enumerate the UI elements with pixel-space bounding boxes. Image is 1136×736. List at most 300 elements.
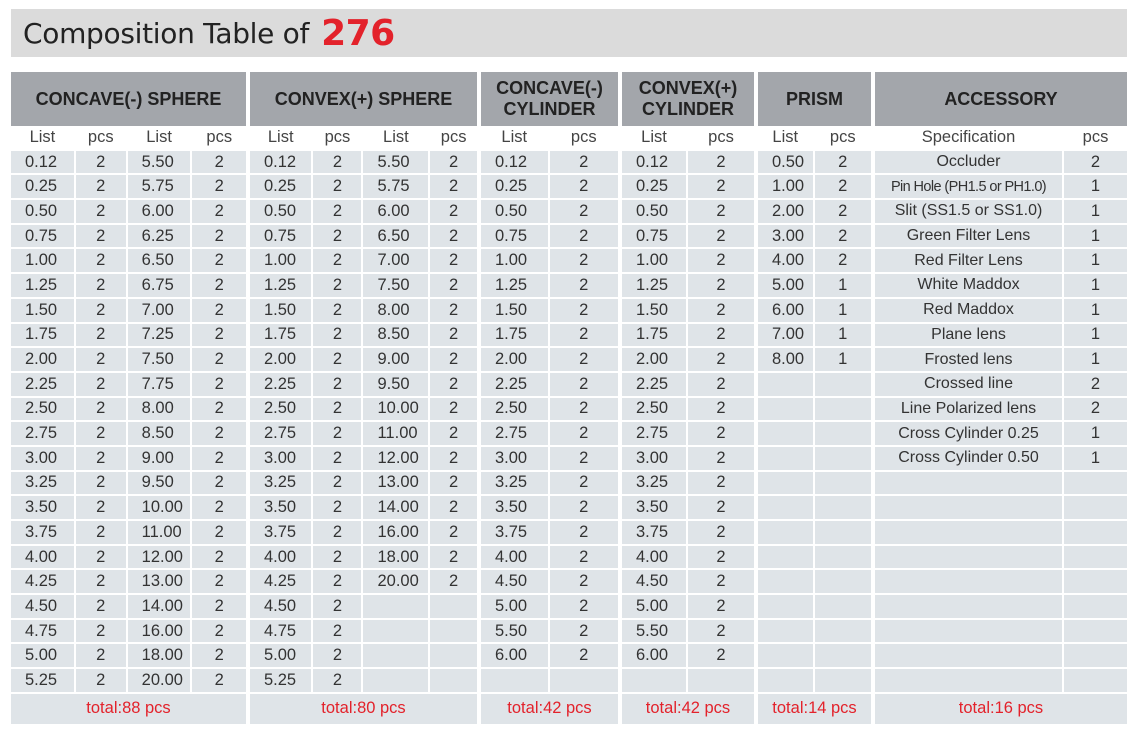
table-row <box>481 348 618 373</box>
table-cell <box>1064 620 1127 645</box>
table-cell: 0.25 <box>11 175 76 200</box>
table-cell: 1.25 <box>622 274 688 299</box>
table-cell: 4.50 <box>622 570 688 595</box>
table-cell <box>430 620 477 645</box>
table-cell: 2.50 <box>11 398 76 423</box>
table-row <box>875 521 1127 546</box>
table-row <box>622 175 754 200</box>
table-row <box>875 225 1127 250</box>
table-row <box>11 521 246 546</box>
table-cell: 2 <box>76 546 128 571</box>
table-cell: 2 <box>76 151 128 176</box>
table-row <box>11 225 246 250</box>
table-row <box>875 570 1127 595</box>
table-cell: 16.00 <box>128 620 193 645</box>
table-row <box>250 546 477 571</box>
table-row <box>758 299 871 324</box>
table-cell: 0.12 <box>11 151 76 176</box>
table-cell: 6.25 <box>128 225 193 250</box>
table-cell: 1 <box>1064 274 1127 299</box>
table-row <box>11 200 246 225</box>
table-cell <box>815 496 872 521</box>
table-cell: 2 <box>688 496 754 521</box>
column-header: List <box>622 126 688 151</box>
table-cell: 2 <box>815 151 872 176</box>
table-row <box>875 299 1127 324</box>
table-cell: 8.00 <box>758 348 815 373</box>
table-row <box>875 373 1127 398</box>
table-cell <box>758 398 815 423</box>
table-cell: 10.00 <box>363 398 430 423</box>
table-cell: 0.25 <box>481 175 550 200</box>
total-label: total:80 pcs <box>250 694 477 724</box>
table-row <box>622 546 754 571</box>
table-cell: 3.50 <box>622 496 688 521</box>
table-cell: 0.75 <box>481 225 550 250</box>
table-cell <box>758 669 815 694</box>
table-cell: 3.25 <box>250 472 313 497</box>
table-cell: 4.50 <box>250 595 313 620</box>
table-cell: 2 <box>313 249 363 274</box>
table-cell: 2 <box>192 620 246 645</box>
table-cell: 1.00 <box>481 249 550 274</box>
table-row <box>622 324 754 349</box>
table-row <box>622 570 754 595</box>
table-cell: 2 <box>313 225 363 250</box>
table-cell: 14.00 <box>363 496 430 521</box>
table-cell <box>758 472 815 497</box>
table-cell: 2 <box>550 496 619 521</box>
table-cell: 1.00 <box>11 249 76 274</box>
table-row <box>622 200 754 225</box>
table-row <box>622 274 754 299</box>
column-header: List <box>481 126 550 151</box>
table-cell <box>430 669 477 694</box>
table-cell: 2 <box>192 521 246 546</box>
section-header: ACCESSORY <box>875 72 1127 126</box>
table-cell: 2 <box>550 398 619 423</box>
table-cell: 7.00 <box>758 324 815 349</box>
table-cell: 1 <box>1064 348 1127 373</box>
table-cell: 6.75 <box>128 274 193 299</box>
column-header: List <box>11 126 76 151</box>
table-cell: 2 <box>688 570 754 595</box>
table-cell <box>875 669 1064 694</box>
table-cell: 1.50 <box>622 299 688 324</box>
table-cell: 7.50 <box>128 348 193 373</box>
table-cell: 3.50 <box>11 496 76 521</box>
table-cell: 2.00 <box>758 200 815 225</box>
table-cell: 9.50 <box>128 472 193 497</box>
table-cell: 2 <box>192 422 246 447</box>
table-cell: 5.75 <box>128 175 193 200</box>
table-cell: 1 <box>1064 422 1127 447</box>
table-cell: 2 <box>192 249 246 274</box>
table-cell: 1 <box>815 299 872 324</box>
table-cell <box>815 620 872 645</box>
table-cell: 8.00 <box>128 398 193 423</box>
table-row <box>622 422 754 447</box>
table-cell: 1.75 <box>250 324 313 349</box>
table-cell: 20.00 <box>363 570 430 595</box>
table-cell: 2 <box>550 225 619 250</box>
table-cell: 8.00 <box>363 299 430 324</box>
table-cell: 2 <box>815 175 872 200</box>
table-cell: 2 <box>550 200 619 225</box>
table-row <box>250 373 477 398</box>
table-cell: 2 <box>688 620 754 645</box>
column-header: pcs <box>815 126 872 151</box>
table-cell: 1.00 <box>622 249 688 274</box>
table-row <box>250 595 477 620</box>
table-cell: 2.75 <box>481 422 550 447</box>
table-cell: 2 <box>192 200 246 225</box>
table-row <box>250 422 477 447</box>
table-cell: 2 <box>430 521 477 546</box>
table-cell: 5.00 <box>622 595 688 620</box>
table-cell: 2 <box>815 200 872 225</box>
block-convex-sphere <box>250 72 477 724</box>
table-cell: 2 <box>192 447 246 472</box>
table-cell: 12.00 <box>363 447 430 472</box>
table-cell: 2 <box>688 398 754 423</box>
table-cell <box>875 644 1064 669</box>
table-cell: 0.75 <box>622 225 688 250</box>
section-header: CONVEX(+) CYLINDER <box>622 72 754 126</box>
table-cell: 2 <box>313 422 363 447</box>
table-cell <box>758 546 815 571</box>
table-cell: 2 <box>688 299 754 324</box>
column-header: pcs <box>76 126 128 151</box>
table-cell: 2 <box>192 570 246 595</box>
table-cell <box>1064 472 1127 497</box>
table-cell: 2.50 <box>481 398 550 423</box>
table-row <box>622 249 754 274</box>
table-row <box>622 447 754 472</box>
table-cell <box>363 669 430 694</box>
table-cell: 4.50 <box>481 570 550 595</box>
table-cell: 6.00 <box>758 299 815 324</box>
table-row <box>622 299 754 324</box>
table-cell: 2.25 <box>481 373 550 398</box>
table-cell: 18.00 <box>363 546 430 571</box>
table-cell: 2 <box>76 472 128 497</box>
table-cell: 2 <box>430 249 477 274</box>
table-cell: 6.50 <box>128 249 193 274</box>
table-cell: 1 <box>1064 175 1127 200</box>
table-cell: 2 <box>313 151 363 176</box>
table-cell: 2 <box>430 299 477 324</box>
total-label: total:88 pcs <box>11 694 246 724</box>
table-cell: 12.00 <box>128 546 193 571</box>
table-row <box>622 151 754 176</box>
column-header: pcs <box>192 126 246 151</box>
table-cell: 2 <box>76 274 128 299</box>
table-cell: 3.50 <box>250 496 313 521</box>
table-row <box>11 595 246 620</box>
table-cell: 3.00 <box>250 447 313 472</box>
table-cell: 2 <box>76 669 128 694</box>
table-cell: 2 <box>76 324 128 349</box>
table-row <box>11 348 246 373</box>
table-row <box>250 151 477 176</box>
table-row <box>11 299 246 324</box>
table-cell: 1.75 <box>622 324 688 349</box>
table-row <box>622 595 754 620</box>
table-cell: 2 <box>192 299 246 324</box>
table-row <box>758 644 871 669</box>
table-cell: 0.50 <box>11 200 76 225</box>
table-cell <box>815 398 872 423</box>
table-cell: 2.75 <box>622 422 688 447</box>
table-cell: 5.00 <box>11 644 76 669</box>
table-cell: 2 <box>313 175 363 200</box>
table-cell <box>815 373 872 398</box>
table-cell: 3.75 <box>481 521 550 546</box>
table-cell: 5.00 <box>250 644 313 669</box>
table-cell <box>758 422 815 447</box>
table-cell: 9.00 <box>363 348 430 373</box>
table-cell <box>758 447 815 472</box>
table-row <box>758 200 871 225</box>
total-label: total:14 pcs <box>758 694 871 724</box>
total-label: total:42 pcs <box>481 694 618 724</box>
table-cell: 2 <box>430 225 477 250</box>
table-cell: Occluder <box>875 151 1064 176</box>
table-cell: 5.25 <box>11 669 76 694</box>
table-row <box>875 447 1127 472</box>
table-cell <box>1064 496 1127 521</box>
table-row <box>758 422 871 447</box>
table-row <box>481 669 618 694</box>
table-cell: 2 <box>430 373 477 398</box>
table-cell: 6.50 <box>363 225 430 250</box>
table-concave-cylinder <box>481 72 618 724</box>
table-row <box>622 620 754 645</box>
table-row <box>11 472 246 497</box>
table-cell <box>1064 669 1127 694</box>
table-cell: 2 <box>192 472 246 497</box>
table-cell: 2 <box>313 398 363 423</box>
table-cell: 2 <box>550 472 619 497</box>
table-cell: 4.50 <box>11 595 76 620</box>
table-cell: 1 <box>1064 249 1127 274</box>
table-cell <box>1064 521 1127 546</box>
table-row <box>622 669 754 694</box>
table-cell: 2 <box>192 274 246 299</box>
table-cell <box>875 472 1064 497</box>
table-cell <box>758 373 815 398</box>
table-cell: 1.50 <box>250 299 313 324</box>
table-cell: 2.00 <box>622 348 688 373</box>
table-cell <box>758 620 815 645</box>
table-cell: Pin Hole (PH1.5 or PH1.0) <box>875 175 1064 200</box>
table-cell: 2 <box>313 644 363 669</box>
table-cell: 2 <box>688 175 754 200</box>
table-cell <box>363 620 430 645</box>
table-cell: 2 <box>76 200 128 225</box>
table-cell: 2 <box>430 200 477 225</box>
table-cell: 2.75 <box>250 422 313 447</box>
table-row <box>758 398 871 423</box>
table-cell: White Maddox <box>875 274 1064 299</box>
table-cell: 4.75 <box>250 620 313 645</box>
table-cell: 2 <box>192 151 246 176</box>
table-cell: 5.00 <box>481 595 550 620</box>
column-header: List <box>128 126 193 151</box>
table-cell <box>815 669 872 694</box>
table-cell: 6.00 <box>622 644 688 669</box>
table-cell: 2 <box>76 570 128 595</box>
table-cell: 2 <box>192 546 246 571</box>
table-cell: 2 <box>76 225 128 250</box>
table-row <box>875 422 1127 447</box>
column-header: List <box>250 126 313 151</box>
table-cell: Crossed line <box>875 373 1064 398</box>
table-cell: 2 <box>688 521 754 546</box>
table-row <box>250 200 477 225</box>
table-row <box>11 570 246 595</box>
table-row <box>250 620 477 645</box>
table-cell: 8.50 <box>363 324 430 349</box>
table-cell <box>815 595 872 620</box>
block-convex-cylinder <box>622 72 754 724</box>
table-cell: 3.75 <box>250 521 313 546</box>
table-row <box>875 620 1127 645</box>
table-row <box>875 472 1127 497</box>
total-label: total:42 pcs <box>622 694 754 724</box>
table-cell: 2 <box>192 644 246 669</box>
table-cell: 2.00 <box>250 348 313 373</box>
table-cell: 2.50 <box>250 398 313 423</box>
table-cell: Green Filter Lens <box>875 225 1064 250</box>
column-header: List <box>363 126 430 151</box>
total-label: total:16 pcs <box>875 694 1127 724</box>
table-cell: 2 <box>430 151 477 176</box>
table-cell: 2 <box>550 644 619 669</box>
table-cell <box>363 644 430 669</box>
table-cell: 8.50 <box>128 422 193 447</box>
table-cell: 2 <box>688 249 754 274</box>
table-cell: 11.00 <box>128 521 193 546</box>
table-cell: 2 <box>1064 151 1127 176</box>
table-row <box>11 644 246 669</box>
table-cell <box>875 620 1064 645</box>
table-cell: 7.00 <box>128 299 193 324</box>
table-cell: 2 <box>313 496 363 521</box>
table-row <box>875 151 1127 176</box>
table-cell <box>815 570 872 595</box>
table-cell: 14.00 <box>128 595 193 620</box>
table-cell <box>1064 546 1127 571</box>
table-cell: 1.50 <box>481 299 550 324</box>
table-cell: 2.00 <box>11 348 76 373</box>
table-row <box>250 324 477 349</box>
table-cell: 3.50 <box>481 496 550 521</box>
table-cell: Frosted lens <box>875 348 1064 373</box>
table-row <box>481 620 618 645</box>
table-cell: 2 <box>313 620 363 645</box>
table-cell <box>758 570 815 595</box>
table-row <box>481 299 618 324</box>
table-cell: 1 <box>1064 225 1127 250</box>
table-cell: 2 <box>550 521 619 546</box>
table-cell: 2 <box>688 348 754 373</box>
table-cell: 2 <box>688 151 754 176</box>
table-cell: 3.75 <box>11 521 76 546</box>
table-cell: 16.00 <box>363 521 430 546</box>
table-cell: 2 <box>76 249 128 274</box>
table-cell <box>481 669 550 694</box>
table-cell: 2 <box>313 472 363 497</box>
table-cell: 4.00 <box>250 546 313 571</box>
table-cell: 3.25 <box>11 472 76 497</box>
table-cell: 2 <box>550 373 619 398</box>
table-row <box>250 570 477 595</box>
table-row <box>250 225 477 250</box>
table-cell: 2 <box>688 595 754 620</box>
table-cell: 3.00 <box>758 225 815 250</box>
table-cell: 0.12 <box>250 151 313 176</box>
table-row <box>481 274 618 299</box>
table-cell <box>875 595 1064 620</box>
table-row <box>758 249 871 274</box>
column-header: pcs <box>550 126 619 151</box>
table-row <box>481 546 618 571</box>
table-row <box>875 546 1127 571</box>
table-row <box>481 249 618 274</box>
table-cell <box>363 595 430 620</box>
table-cell: 2 <box>688 200 754 225</box>
column-header: pcs <box>313 126 363 151</box>
table-cell: 5.50 <box>128 151 193 176</box>
table-row <box>481 595 618 620</box>
table-cell: 2 <box>76 299 128 324</box>
table-cell: 0.12 <box>622 151 688 176</box>
table-cell: 2 <box>430 447 477 472</box>
table-cell: 2 <box>1064 373 1127 398</box>
table-cell <box>875 521 1064 546</box>
table-convex-cylinder <box>622 72 754 724</box>
table-row <box>481 570 618 595</box>
table-cell: 2 <box>550 175 619 200</box>
table-cell: 2 <box>550 249 619 274</box>
table-cell: 1 <box>1064 299 1127 324</box>
table-row <box>758 324 871 349</box>
table-cell: 2 <box>430 570 477 595</box>
table-row <box>11 669 246 694</box>
table-row <box>758 175 871 200</box>
table-cell: 4.00 <box>622 546 688 571</box>
table-cell <box>815 447 872 472</box>
table-cell: 2 <box>688 324 754 349</box>
table-cell: 2 <box>815 225 872 250</box>
table-cell: 2 <box>313 200 363 225</box>
table-cell: 2 <box>430 422 477 447</box>
section-header: CONCAVE(-) CYLINDER <box>481 72 618 126</box>
table-cell <box>875 546 1064 571</box>
table-cell: 20.00 <box>128 669 193 694</box>
table-cell: 5.50 <box>363 151 430 176</box>
table-cell: 2 <box>430 274 477 299</box>
table-cell: 0.25 <box>250 175 313 200</box>
table-row <box>481 373 618 398</box>
table-cell: 5.00 <box>758 274 815 299</box>
table-cell: 2 <box>313 324 363 349</box>
table-cell: 4.75 <box>11 620 76 645</box>
table-cell: 2.00 <box>481 348 550 373</box>
table-cell <box>875 496 1064 521</box>
